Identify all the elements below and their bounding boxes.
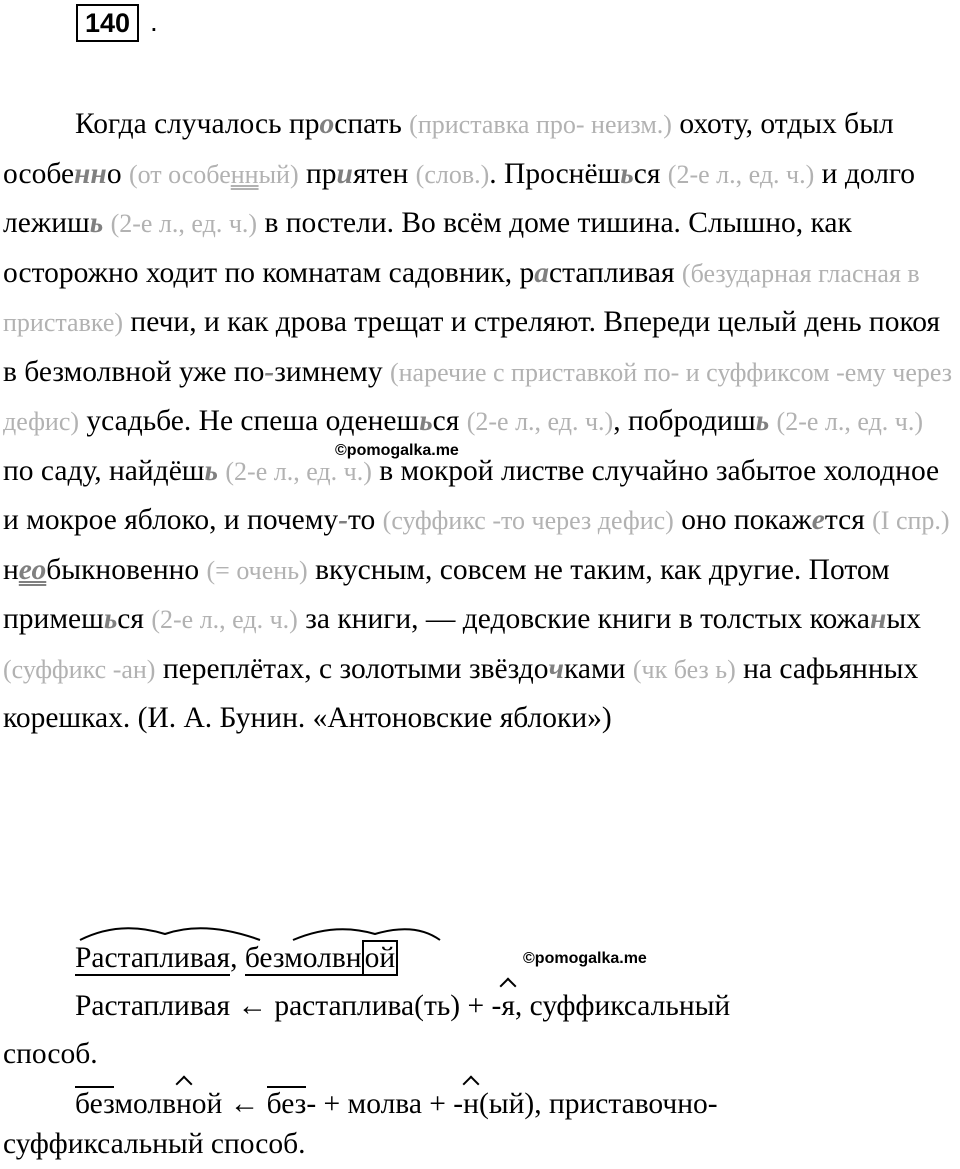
prefix-mark-2: без [266, 1088, 307, 1120]
watermark-2: ©pomogalka.me [523, 950, 647, 967]
spelling-note: (чк без ь) [632, 654, 736, 684]
exercise-text [3, 100, 960, 743]
highlighted-letter: ь [103, 603, 118, 635]
spelling-note: (= очень) [206, 555, 308, 585]
text-run: пр [298, 157, 337, 190]
root-text: молв [114, 1088, 176, 1120]
spelling-note: (2-е л., ед. ч.) [667, 159, 815, 189]
exercise-number-dot: . [150, 6, 158, 37]
highlighted-letter: ь [89, 207, 104, 239]
spelling-note: (слов.) [415, 159, 490, 189]
text-run: стапливая [548, 256, 682, 289]
text-run: за книги, — дедовские книги в толстых кожа [297, 603, 870, 635]
text-run: ся [432, 405, 467, 437]
watermark: ©pomogalka.me [335, 442, 459, 459]
text-run: тся [824, 504, 873, 536]
analysis-word-bezmolvnoy-ending: ой [362, 940, 399, 976]
highlighted-letter: о [319, 108, 335, 140]
highlighted-letter: и [336, 157, 353, 190]
highlighted-letter: нн [74, 157, 107, 190]
highlighted-letter: ь [755, 405, 770, 437]
derivation-type: , суффиксальный [514, 990, 731, 1022]
spelling-note: (2-е л., ед. ч.) [151, 605, 298, 634]
text-run: ых [886, 603, 921, 635]
spelling-note: (2-е л., ед. ч.) [776, 407, 924, 436]
text-run: . Проснёш [489, 157, 621, 190]
text-run: оно покаж [673, 504, 812, 536]
text-run: ся [633, 157, 668, 190]
suffix-mark-3: н [463, 1080, 479, 1129]
text-run: по саду, найдёш [3, 454, 205, 487]
spelling-note: ый) [258, 159, 299, 189]
text-run: переплётах, с золотыми звёздо [155, 652, 549, 685]
text-run: охоту, отдых был особе [3, 108, 894, 190]
text-run: печи, и как дрова трещат и стреляют. Впереди целый день покоя в безмолвной уже по [3, 306, 941, 388]
text-run: спать [334, 108, 410, 140]
text-run: то [348, 504, 383, 536]
text-run: на сафьянных корешках. (И. А. Бунин. «Антоновские яблоки») [3, 652, 919, 734]
text-run: вкусным, совсем не таким, как другие. Потом примеш [3, 553, 890, 635]
analysis-comma: , [230, 942, 238, 974]
text-run: зимнему [274, 355, 390, 388]
derivation-type-2: (ый), приставочно- [478, 1088, 718, 1120]
derivation-line-1 [75, 982, 730, 1031]
text-run: , побродиш [613, 405, 756, 437]
text-run: в постели. Во всём доме тишина. Слышно, как осторожно ходит по комнатам садовник, р [3, 207, 852, 289]
spelling-note: (суффикс -ан) [3, 654, 156, 684]
spelling-note: (2-е л., ед. ч.) [466, 407, 614, 436]
highlighted-letter: ь [204, 454, 218, 487]
derivation-base-2: - + молва + - [306, 1088, 464, 1120]
highlighted-letter: - [264, 355, 275, 388]
spelling-note: (от особе [128, 159, 231, 189]
derivation-line-2-cont: суффиксальный способ. [3, 1128, 306, 1160]
prefix-mark: без [75, 1088, 115, 1120]
text-run [103, 207, 110, 239]
spelling-note: (безударная гласная в приставке) [3, 258, 920, 337]
text-run: н [3, 553, 19, 586]
text-run: ся [117, 603, 152, 635]
arrow-glyph: ← [237, 990, 267, 1022]
main-paragraph [3, 100, 960, 743]
analysis-word-bezmolvnoy-stem: безмолвн [244, 942, 362, 974]
spelling-note: (2-е л., ед. ч.) [225, 456, 372, 486]
highlighted-letter: а [534, 256, 549, 289]
suffix-mark-2: н [176, 1080, 192, 1129]
text-run: усадьбе. Не спеша оденеш [79, 405, 420, 437]
text-run [769, 405, 776, 437]
text-run: быкновенно [46, 553, 207, 586]
spelling-note: (2-е л., ед. ч.) [110, 209, 258, 238]
highlighted-letter: - [338, 504, 349, 536]
arrow-glyph-2: ← [222, 1088, 267, 1120]
analysis-word-rastaplivaya: Растапливая [75, 942, 231, 974]
exercise-number: 140 [76, 4, 139, 42]
text-run: в мокрой листве случайно забытое холодное и мокрое яблоко, и почему [3, 454, 940, 536]
spelling-note: (I спр.) [872, 506, 950, 535]
spelling-note: (приставка про- неизм.) [409, 110, 672, 139]
spelling-note: (суффикс -то через дефис) [382, 506, 674, 535]
text-run: ками [564, 652, 633, 685]
spelling-note-underlined: нн [230, 159, 259, 189]
text-run: ятен [352, 157, 416, 190]
stem-arcs [75, 918, 475, 948]
spelling-note: (наречие с приставкой по- и суффиксом -ему через дефис) [3, 357, 953, 436]
highlighted-letter: ь [419, 405, 433, 437]
highlighted-letter: ь [620, 157, 634, 190]
derivation-word: Растапливая [75, 990, 231, 1022]
highlighted-letter-underlined: ео [18, 553, 47, 586]
ending-text: ой [191, 1088, 223, 1120]
text-run: и долго лежиш [3, 157, 916, 239]
text-run: о [106, 157, 129, 190]
highlighted-letter: е [811, 504, 825, 536]
highlighted-letter: н [869, 603, 887, 635]
derivation-line-1-cont: способ. [3, 1038, 98, 1070]
text-run: Когда случалось пр [75, 108, 320, 140]
suffix-mark: я [501, 982, 515, 1031]
highlighted-letter: ч [548, 652, 565, 685]
derivation-base: растаплива(ть) + - [274, 990, 502, 1022]
